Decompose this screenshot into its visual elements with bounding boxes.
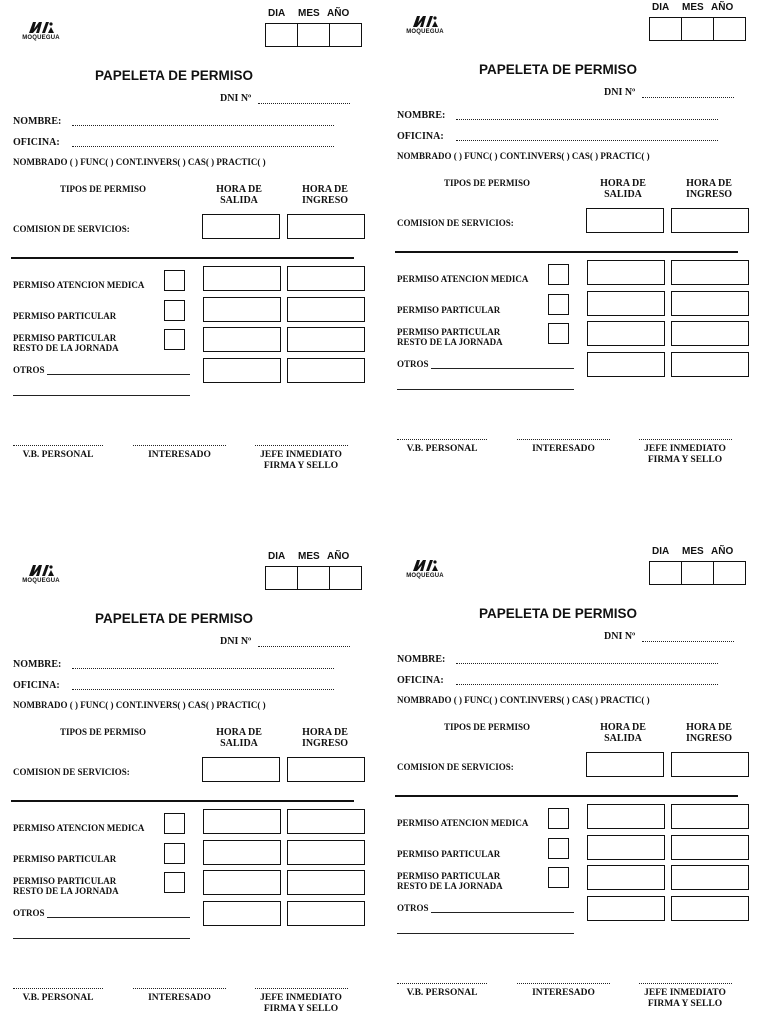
otros-label: OTROS xyxy=(397,903,429,913)
atencion-medica-salida-box[interactable] xyxy=(203,809,281,834)
resto-jornada-label: PERMISO PARTICULAR RESTO DE LA JORNADA xyxy=(13,333,119,353)
particular-salida-box[interactable] xyxy=(203,297,281,322)
vb-personal-label: V.B. PERSONAL xyxy=(22,450,94,460)
nombre-label: NOMBRE: xyxy=(13,659,62,670)
particular-salida-box[interactable] xyxy=(587,835,665,860)
atencion-medica-ingreso-box[interactable] xyxy=(671,260,749,285)
atencion-medica-checkbox[interactable] xyxy=(548,808,569,829)
anio-label: AÑO xyxy=(711,546,734,557)
particular-salida-box[interactable] xyxy=(587,291,665,316)
particular-label: PERMISO PARTICULAR xyxy=(13,854,117,864)
dni-label: DNI Nº xyxy=(220,93,252,104)
anio-box[interactable] xyxy=(714,561,746,585)
vb-personal-label: V.B. PERSONAL xyxy=(406,988,478,998)
dni-field[interactable] xyxy=(642,641,734,642)
nombre-field[interactable] xyxy=(72,668,334,669)
resto-jornada-ingreso-box[interactable] xyxy=(287,870,365,895)
dia-box[interactable] xyxy=(265,566,298,590)
resto-jornada-ingreso-box[interactable] xyxy=(671,865,749,890)
particular-ingreso-box[interactable] xyxy=(671,835,749,860)
mes-label: MES xyxy=(298,8,320,19)
resto-jornada-checkbox[interactable] xyxy=(164,872,185,893)
otros-salida-box[interactable] xyxy=(203,901,281,926)
comision-salida-box[interactable] xyxy=(202,214,280,239)
vb-personal-signature-line[interactable] xyxy=(397,983,487,984)
resto-jornada-checkbox[interactable] xyxy=(548,323,569,344)
hora-ingreso-header: HORA DE INGRESO xyxy=(301,184,349,206)
mes-label: MES xyxy=(298,551,320,562)
resto-jornada-checkbox[interactable] xyxy=(164,329,185,350)
otros-field[interactable] xyxy=(47,374,190,375)
hora-salida-header: HORA DE SALIDA xyxy=(216,184,262,206)
jefe-inmediato-label: JEFE INMEDIATO FIRMA Y SELLO xyxy=(260,450,342,471)
form-title: PAPELETA DE PERMISO xyxy=(95,611,254,626)
resto-jornada-ingreso-box[interactable] xyxy=(287,327,365,352)
moquegua-logo-icon xyxy=(411,14,439,28)
tipo-contrato-options[interactable]: NOMBRADO ( ) FUNC( ) CONT.INVERS( ) CAS( ) PRACTIC( ) xyxy=(397,695,650,705)
comision-ingreso-box[interactable] xyxy=(671,208,749,233)
otros-ingreso-box[interactable] xyxy=(671,352,749,377)
oficina-label: OFICINA: xyxy=(13,680,60,691)
mes-label: MES xyxy=(682,546,704,557)
atencion-medica-label: PERMISO ATENCION MEDICA xyxy=(13,280,145,290)
anio-box[interactable] xyxy=(330,566,362,590)
resto-jornada-label: PERMISO PARTICULAR RESTO DE LA JORNADA xyxy=(397,327,503,347)
atencion-medica-label: PERMISO ATENCION MEDICA xyxy=(397,818,529,828)
vb-personal-signature-line[interactable] xyxy=(13,988,103,989)
logo-text: MOQUEGUA xyxy=(406,573,444,579)
dia-label: DIA xyxy=(268,8,286,19)
comision-ingreso-box[interactable] xyxy=(671,752,749,777)
section-divider xyxy=(11,800,354,802)
resto-jornada-salida-box[interactable] xyxy=(203,327,281,352)
mes-label: MES xyxy=(682,2,704,13)
atencion-medica-label: PERMISO ATENCION MEDICA xyxy=(397,274,529,284)
permiso-form-top-right xyxy=(384,0,768,506)
comision-label: COMISION DE SERVICIOS: xyxy=(13,767,130,777)
atencion-medica-checkbox[interactable] xyxy=(164,813,185,834)
atencion-medica-checkbox[interactable] xyxy=(548,264,569,285)
jefe-inmediato-label: JEFE INMEDIATO FIRMA Y SELLO xyxy=(260,993,342,1014)
dia-label: DIA xyxy=(652,546,670,557)
moquegua-logo xyxy=(400,558,450,579)
nombre-field[interactable] xyxy=(456,119,718,120)
form-title: PAPELETA DE PERMISO xyxy=(479,606,638,621)
otros-ingreso-box[interactable] xyxy=(671,896,749,921)
resto-jornada-salida-box[interactable] xyxy=(587,865,665,890)
permiso-form-top-left xyxy=(0,0,384,512)
comision-label: COMISION DE SERVICIOS: xyxy=(13,224,130,234)
section-divider xyxy=(395,251,738,253)
atencion-medica-salida-box[interactable] xyxy=(203,266,281,291)
interesado-signature-line[interactable] xyxy=(133,445,226,446)
particular-checkbox[interactable] xyxy=(548,838,569,859)
dia-label: DIA xyxy=(652,2,670,13)
dia-box[interactable] xyxy=(649,561,682,585)
oficina-field[interactable] xyxy=(456,684,718,685)
permiso-form-bottom-left xyxy=(0,543,384,1024)
atencion-medica-ingreso-box[interactable] xyxy=(671,804,749,829)
particular-checkbox[interactable] xyxy=(548,294,569,315)
nombre-field[interactable] xyxy=(72,125,334,126)
otros-salida-box[interactable] xyxy=(587,352,665,377)
hora-salida-header: HORA DE SALIDA xyxy=(600,722,646,744)
hora-ingreso-header: HORA DE INGRESO xyxy=(685,722,733,744)
dni-field[interactable] xyxy=(642,97,734,98)
atencion-medica-ingreso-box[interactable] xyxy=(287,266,365,291)
jefe-inmediato-label: JEFE INMEDIATO FIRMA Y SELLO xyxy=(644,988,726,1009)
dni-label: DNI Nº xyxy=(220,636,252,647)
tipo-contrato-options[interactable]: NOMBRADO ( ) FUNC( ) CONT.INVERS( ) CAS( ) PRACTIC( ) xyxy=(397,151,650,161)
jefe-signature-line[interactable] xyxy=(639,439,732,440)
comision-salida-box[interactable] xyxy=(202,757,280,782)
section-divider xyxy=(11,257,354,259)
jefe-signature-line[interactable] xyxy=(639,983,732,984)
jefe-signature-line[interactable] xyxy=(255,445,348,446)
mes-box[interactable] xyxy=(298,23,330,47)
interesado-label: INTERESADO xyxy=(532,988,595,998)
moquegua-logo xyxy=(400,14,450,35)
particular-ingreso-box[interactable] xyxy=(671,291,749,316)
jefe-signature-line[interactable] xyxy=(255,988,348,989)
nombre-field[interactable] xyxy=(456,663,718,664)
oficina-field[interactable] xyxy=(456,140,718,141)
otros-field[interactable] xyxy=(431,912,574,913)
resto-jornada-checkbox[interactable] xyxy=(548,867,569,888)
oficina-label: OFICINA: xyxy=(397,131,444,142)
otros-field[interactable] xyxy=(431,368,574,369)
hora-ingreso-header: HORA DE INGRESO xyxy=(301,727,349,749)
dia-box[interactable] xyxy=(649,17,682,41)
nombre-label: NOMBRE: xyxy=(13,116,62,127)
particular-checkbox[interactable] xyxy=(164,300,185,321)
interesado-label: INTERESADO xyxy=(148,993,211,1003)
moquegua-logo-icon xyxy=(411,558,439,572)
section-divider xyxy=(395,795,738,797)
mes-box[interactable] xyxy=(682,561,714,585)
anio-label: AÑO xyxy=(327,8,350,19)
nombre-label: NOMBRE: xyxy=(397,654,446,665)
vb-personal-signature-line[interactable] xyxy=(397,439,487,440)
interesado-label: INTERESADO xyxy=(148,450,211,460)
otros-label: OTROS xyxy=(397,359,429,369)
particular-checkbox[interactable] xyxy=(164,843,185,864)
form-title: PAPELETA DE PERMISO xyxy=(479,62,638,77)
nombre-label: NOMBRE: xyxy=(397,110,446,121)
oficina-field[interactable] xyxy=(72,689,334,690)
particular-label: PERMISO PARTICULAR xyxy=(13,311,117,321)
tipos-permiso-header: TIPOS DE PERMISO xyxy=(60,184,147,194)
tipos-permiso-header: TIPOS DE PERMISO xyxy=(444,178,531,188)
comision-label: COMISION DE SERVICIOS: xyxy=(397,218,514,228)
jefe-inmediato-label: JEFE INMEDIATO FIRMA Y SELLO xyxy=(644,444,726,465)
particular-salida-box[interactable] xyxy=(203,840,281,865)
dni-label: DNI Nº xyxy=(604,631,636,642)
otros-field-line-2[interactable] xyxy=(13,395,190,396)
resto-jornada-salida-box[interactable] xyxy=(587,321,665,346)
comision-salida-box[interactable] xyxy=(586,208,664,233)
comision-ingreso-box[interactable] xyxy=(287,214,365,239)
otros-salida-box[interactable] xyxy=(587,896,665,921)
particular-label: PERMISO PARTICULAR xyxy=(397,849,501,859)
atencion-medica-ingreso-box[interactable] xyxy=(287,809,365,834)
resto-jornada-ingreso-box[interactable] xyxy=(671,321,749,346)
tipo-contrato-options[interactable]: NOMBRADO ( ) FUNC( ) CONT.INVERS( ) CAS( ) PRACTIC( ) xyxy=(13,157,266,167)
oficina-label: OFICINA: xyxy=(13,137,60,148)
resto-jornada-salida-box[interactable] xyxy=(203,870,281,895)
moquegua-logo-icon xyxy=(27,563,55,577)
logo-text: MOQUEGUA xyxy=(22,35,60,41)
moquegua-logo xyxy=(16,20,66,41)
resto-jornada-label: PERMISO PARTICULAR RESTO DE LA JORNADA xyxy=(397,871,503,891)
atencion-medica-salida-box[interactable] xyxy=(587,260,665,285)
hora-ingreso-header: HORA DE INGRESO xyxy=(685,178,733,200)
otros-field-line-2[interactable] xyxy=(397,933,574,934)
vb-personal-label: V.B. PERSONAL xyxy=(22,993,94,1003)
oficina-label: OFICINA: xyxy=(397,675,444,686)
interesado-label: INTERESADO xyxy=(532,444,595,454)
interesado-signature-line[interactable] xyxy=(133,988,226,989)
particular-ingreso-box[interactable] xyxy=(287,297,365,322)
tipos-permiso-header: TIPOS DE PERMISO xyxy=(60,727,147,737)
moquegua-logo-icon xyxy=(27,20,55,34)
dni-label: DNI Nº xyxy=(604,87,636,98)
atencion-medica-checkbox[interactable] xyxy=(164,270,185,291)
interesado-signature-line[interactable] xyxy=(517,983,610,984)
logo-text: MOQUEGUA xyxy=(406,29,444,35)
hora-salida-header: HORA DE SALIDA xyxy=(216,727,262,749)
particular-ingreso-box[interactable] xyxy=(287,840,365,865)
oficina-field[interactable] xyxy=(72,146,334,147)
anio-label: AÑO xyxy=(711,2,734,13)
otros-ingreso-box[interactable] xyxy=(287,901,365,926)
dni-field[interactable] xyxy=(258,103,350,104)
interesado-signature-line[interactable] xyxy=(517,439,610,440)
tipos-permiso-header: TIPOS DE PERMISO xyxy=(444,722,531,732)
otros-salida-box[interactable] xyxy=(203,358,281,383)
vb-personal-signature-line[interactable] xyxy=(13,445,103,446)
vb-personal-label: V.B. PERSONAL xyxy=(406,444,478,454)
tipo-contrato-options[interactable]: NOMBRADO ( ) FUNC( ) CONT.INVERS( ) CAS( ) PRACTIC( ) xyxy=(13,700,266,710)
resto-jornada-label: PERMISO PARTICULAR RESTO DE LA JORNADA xyxy=(13,876,119,896)
otros-field-line-2[interactable] xyxy=(397,389,574,390)
otros-label: OTROS xyxy=(13,908,45,918)
moquegua-logo xyxy=(16,563,66,584)
atencion-medica-salida-box[interactable] xyxy=(587,804,665,829)
dia-label: DIA xyxy=(268,551,286,562)
comision-ingreso-box[interactable] xyxy=(287,757,365,782)
anio-box[interactable] xyxy=(330,23,362,47)
hora-salida-header: HORA DE SALIDA xyxy=(600,178,646,200)
otros-ingreso-box[interactable] xyxy=(287,358,365,383)
mes-box[interactable] xyxy=(298,566,330,590)
logo-text: MOQUEGUA xyxy=(22,578,60,584)
otros-field[interactable] xyxy=(47,917,190,918)
particular-label: PERMISO PARTICULAR xyxy=(397,305,501,315)
comision-salida-box[interactable] xyxy=(586,752,664,777)
otros-label: OTROS xyxy=(13,365,45,375)
form-title: PAPELETA DE PERMISO xyxy=(95,68,254,83)
dni-field[interactable] xyxy=(258,646,350,647)
comision-label: COMISION DE SERVICIOS: xyxy=(397,762,514,772)
mes-box[interactable] xyxy=(682,17,714,41)
dia-box[interactable] xyxy=(265,23,298,47)
atencion-medica-label: PERMISO ATENCION MEDICA xyxy=(13,823,145,833)
otros-field-line-2[interactable] xyxy=(13,938,190,939)
permiso-form-bottom-right xyxy=(384,538,768,1024)
anio-box[interactable] xyxy=(714,17,746,41)
anio-label: AÑO xyxy=(327,551,350,562)
